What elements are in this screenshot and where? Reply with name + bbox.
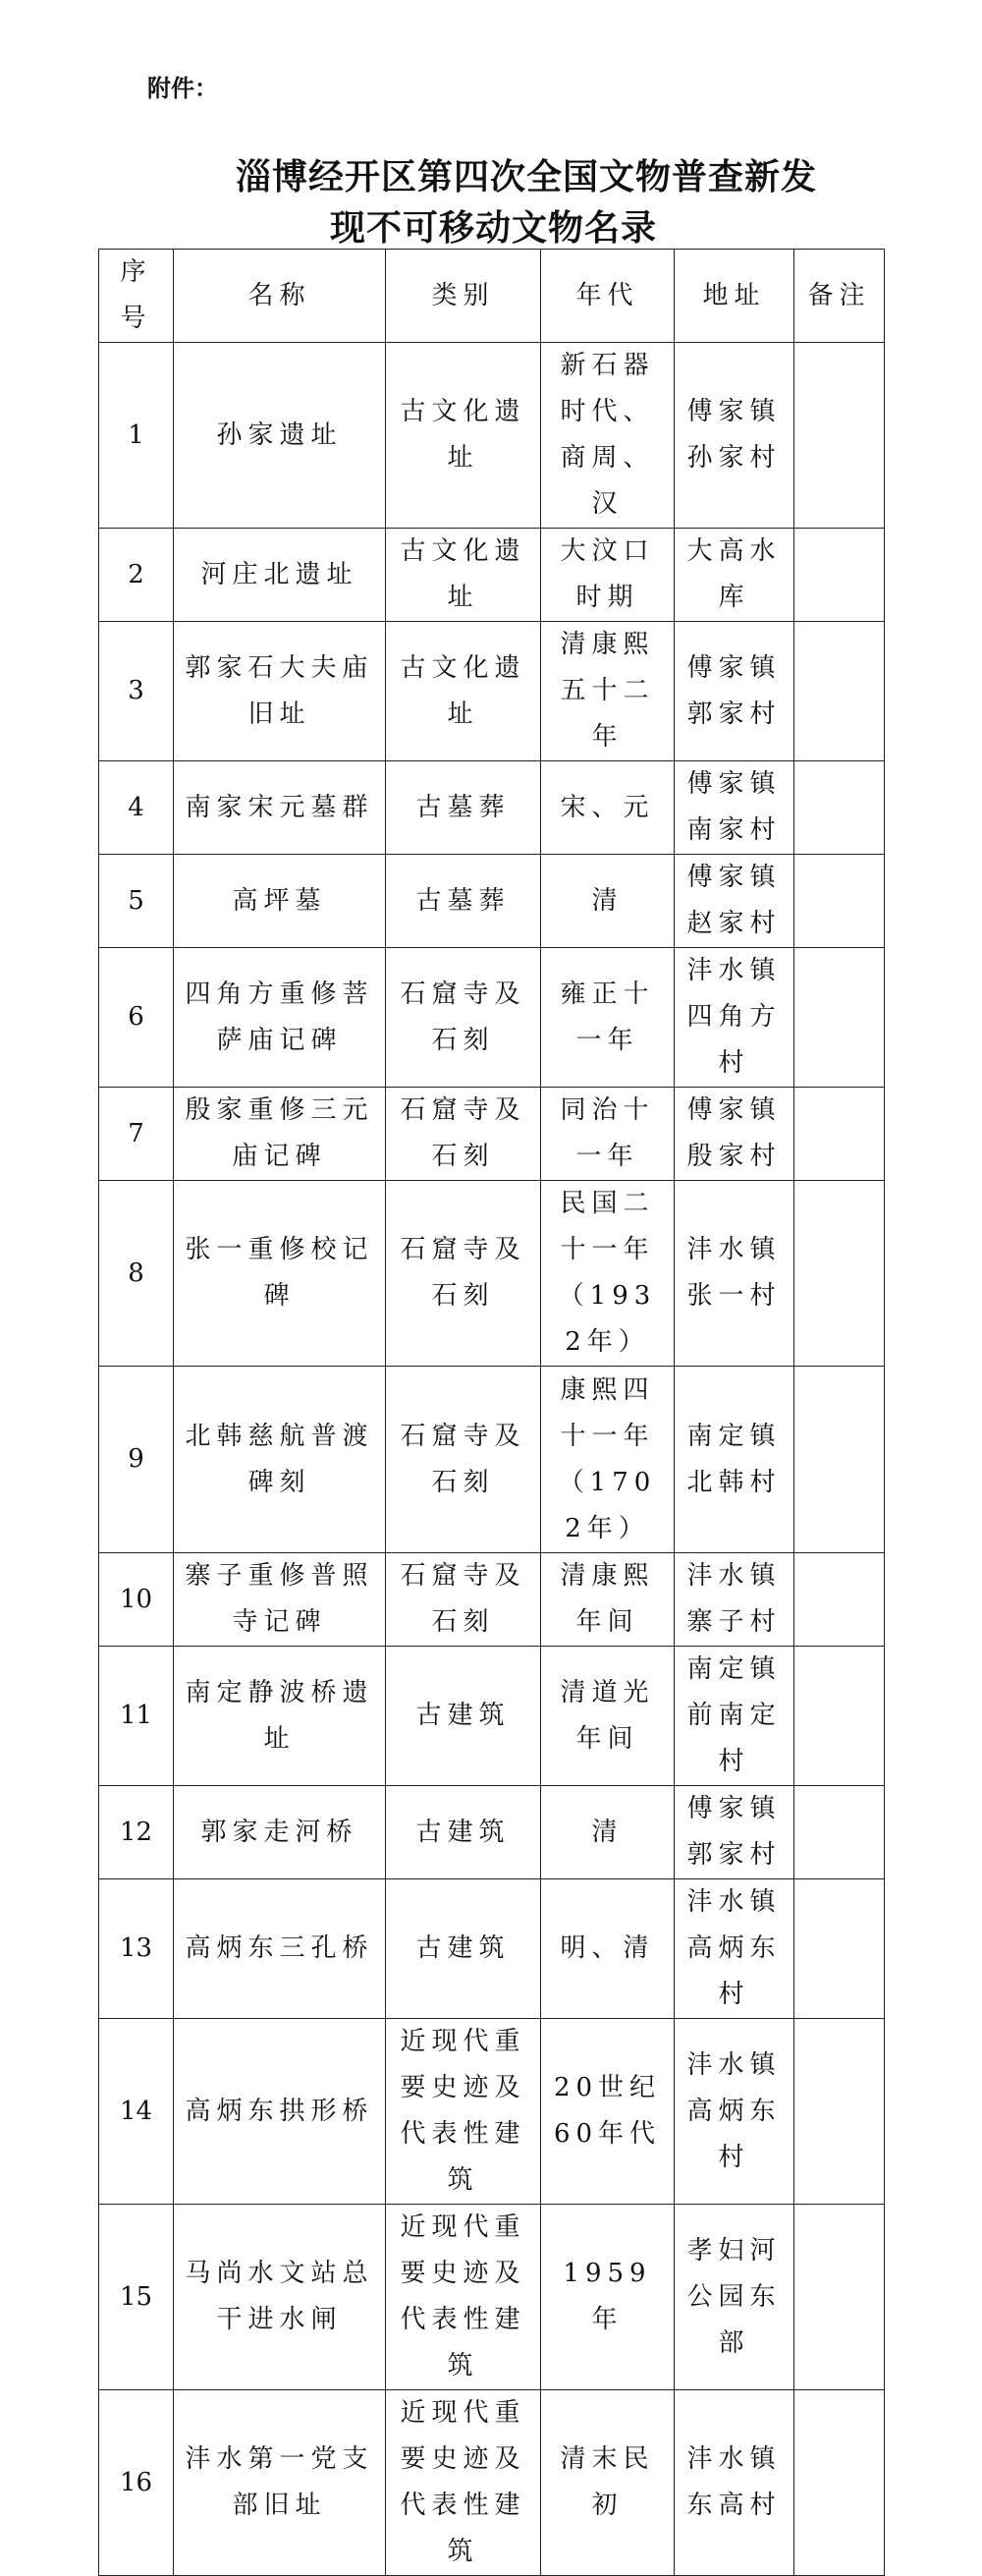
- cell-address: 傅家镇孙家村: [675, 343, 794, 529]
- cell-address: 沣水镇张一村: [675, 1181, 794, 1367]
- cell-note: [794, 1181, 885, 1367]
- cell-address: 南定镇前南定村: [675, 1647, 794, 1786]
- table-row: [99, 622, 885, 761]
- cell-era: 宋、元: [541, 761, 675, 855]
- cell-no: 14: [99, 2019, 174, 2205]
- cell-name: 孙家遗址: [174, 343, 386, 529]
- cell-note: [794, 1786, 885, 1879]
- cell-note: [794, 855, 885, 948]
- cell-note: [794, 622, 885, 761]
- cell-no: 9: [99, 1367, 174, 1553]
- attachment-label: 附件：: [147, 75, 218, 102]
- cell-category: 古文化遗址: [386, 622, 541, 761]
- cell-address: 沣水镇东高村: [675, 2390, 794, 2576]
- cell-era: 清末民初: [541, 2390, 675, 2576]
- cell-category: 古建筑: [386, 1879, 541, 2019]
- table-row: [99, 2019, 885, 2205]
- cell-no: 1: [99, 343, 174, 529]
- cell-name: 四角方重修菩萨庙记碑: [174, 948, 386, 1088]
- cell-era: 1959年: [541, 2205, 675, 2390]
- cell-no: 2: [99, 529, 174, 622]
- cell-no: 13: [99, 1879, 174, 2019]
- cell-address: 沣水镇四角方村: [675, 948, 794, 1088]
- table-row: [99, 2205, 885, 2390]
- cell-note: [794, 1367, 885, 1553]
- cell-address: 南定镇北韩村: [675, 1367, 794, 1553]
- cell-category: 近现代重要史迹及代表性建筑: [386, 2390, 541, 2576]
- cell-address: 傅家镇殷家村: [675, 1088, 794, 1181]
- cell-note: [794, 343, 885, 529]
- cell-name: 北韩慈航普渡碑刻: [174, 1367, 386, 1553]
- cell-note: [794, 761, 885, 855]
- document-title-line-2: 现不可移动文物名录: [330, 207, 658, 249]
- cell-note: [794, 2205, 885, 2390]
- table-header-row: [99, 250, 885, 343]
- cell-name: 沣水第一党支部旧址: [174, 2390, 386, 2576]
- cell-no: 6: [99, 948, 174, 1088]
- cell-name: 高炳东拱形桥: [174, 2019, 386, 2205]
- cell-era: 清道光年间: [541, 1647, 675, 1786]
- table-row: [99, 1553, 885, 1647]
- cell-address: 沣水镇高炳东村: [675, 1879, 794, 2019]
- header-note: 备注: [794, 250, 885, 343]
- cell-no: 8: [99, 1181, 174, 1367]
- table-row: [99, 1088, 885, 1181]
- table-row: [99, 1786, 885, 1879]
- cell-name: 殷家重修三元庙记碑: [174, 1088, 386, 1181]
- table-row: [99, 855, 885, 948]
- table-row: [99, 2390, 885, 2576]
- cell-note: [794, 529, 885, 622]
- header-no: 序号: [99, 250, 174, 343]
- cell-address: 沣水镇寨子村: [675, 1553, 794, 1647]
- cell-category: 石窟寺及石刻: [386, 948, 541, 1088]
- table-row: [99, 948, 885, 1088]
- cell-no: 7: [99, 1088, 174, 1181]
- cell-no: 3: [99, 622, 174, 761]
- cell-address: 傅家镇郭家村: [675, 1786, 794, 1879]
- cell-era: 大汶口时期: [541, 529, 675, 622]
- cell-name: 马尚水文站总干进水闸: [174, 2205, 386, 2390]
- cell-category: 近现代重要史迹及代表性建筑: [386, 2019, 541, 2205]
- cell-name: 郭家石大夫庙旧址: [174, 622, 386, 761]
- cell-note: [794, 1879, 885, 2019]
- cell-era: 明、清: [541, 1879, 675, 2019]
- cell-name: 高炳东三孔桥: [174, 1879, 386, 2019]
- cell-no: 4: [99, 761, 174, 855]
- cell-era: 同治十一年: [541, 1088, 675, 1181]
- cell-name: 寨子重修普照寺记碑: [174, 1553, 386, 1647]
- cell-address: 大高水库: [675, 529, 794, 622]
- cell-category: 石窟寺及石刻: [386, 1088, 541, 1181]
- table-row: [99, 1181, 885, 1367]
- cell-no: 11: [99, 1647, 174, 1786]
- cell-category: 古建筑: [386, 1786, 541, 1879]
- cell-category: 古文化遗址: [386, 343, 541, 529]
- cell-era: 清: [541, 855, 675, 948]
- cell-era: 雍正十一年: [541, 948, 675, 1088]
- cell-name: 郭家走河桥: [174, 1786, 386, 1879]
- header-name: 名称: [174, 250, 386, 343]
- cell-no: 10: [99, 1553, 174, 1647]
- cell-no: 5: [99, 855, 174, 948]
- cell-category: 古墓葬: [386, 855, 541, 948]
- cell-era: 20世纪60年代: [541, 2019, 675, 2205]
- cell-category: 石窟寺及石刻: [386, 1367, 541, 1553]
- cell-note: [794, 948, 885, 1088]
- cell-category: 古建筑: [386, 1647, 541, 1786]
- cell-category: 石窟寺及石刻: [386, 1553, 541, 1647]
- header-address: 地址: [675, 250, 794, 343]
- cell-category: 古文化遗址: [386, 529, 541, 622]
- cell-no: 15: [99, 2205, 174, 2390]
- cell-name: 张一重修校记碑: [174, 1181, 386, 1367]
- cell-era: 清康熙年间: [541, 1553, 675, 1647]
- table-row: [99, 529, 885, 622]
- cell-era: 清: [541, 1786, 675, 1879]
- cell-name: 河庄北遗址: [174, 529, 386, 622]
- cell-category: 古墓葬: [386, 761, 541, 855]
- header-category: 类别: [386, 250, 541, 343]
- cell-address: 沣水镇高炳东村: [675, 2019, 794, 2205]
- cell-address: 傅家镇郭家村: [675, 622, 794, 761]
- cell-category: 近现代重要史迹及代表性建筑: [386, 2205, 541, 2390]
- cell-name: 南家宋元墓群: [174, 761, 386, 855]
- cell-era: 民国二十一年（1932年）: [541, 1181, 675, 1367]
- cell-address: 傅家镇南家村: [675, 761, 794, 855]
- cell-note: [794, 2019, 885, 2205]
- cell-era: 康熙四十一年（1702年）: [541, 1367, 675, 1553]
- cell-note: [794, 1553, 885, 1647]
- table-row: [99, 761, 885, 855]
- table-body: [99, 343, 885, 2576]
- header-era: 年代: [541, 250, 675, 343]
- cell-address: 傅家镇赵家村: [675, 855, 794, 948]
- cell-era: 新石器时代、商周、汉: [541, 343, 675, 529]
- document-title-line-1: 淄博经开区第四次全国文物普查新发: [236, 156, 818, 197]
- table-row: [99, 1879, 885, 2019]
- cell-category: 石窟寺及石刻: [386, 1181, 541, 1367]
- table-row: [99, 1647, 885, 1786]
- cell-no: 16: [99, 2390, 174, 2576]
- cell-no: 12: [99, 1786, 174, 1879]
- cell-note: [794, 1647, 885, 1786]
- cell-note: [794, 2390, 885, 2576]
- cell-name: 高坪墓: [174, 855, 386, 948]
- cell-era: 清康熙五十二年: [541, 622, 675, 761]
- table-row: [99, 1367, 885, 1553]
- cell-note: [794, 1088, 885, 1181]
- cell-address: 孝妇河公园东部: [675, 2205, 794, 2390]
- relics-table: [98, 249, 885, 2576]
- cell-name: 南定静波桥遗址: [174, 1647, 386, 1786]
- table-row: [99, 343, 885, 529]
